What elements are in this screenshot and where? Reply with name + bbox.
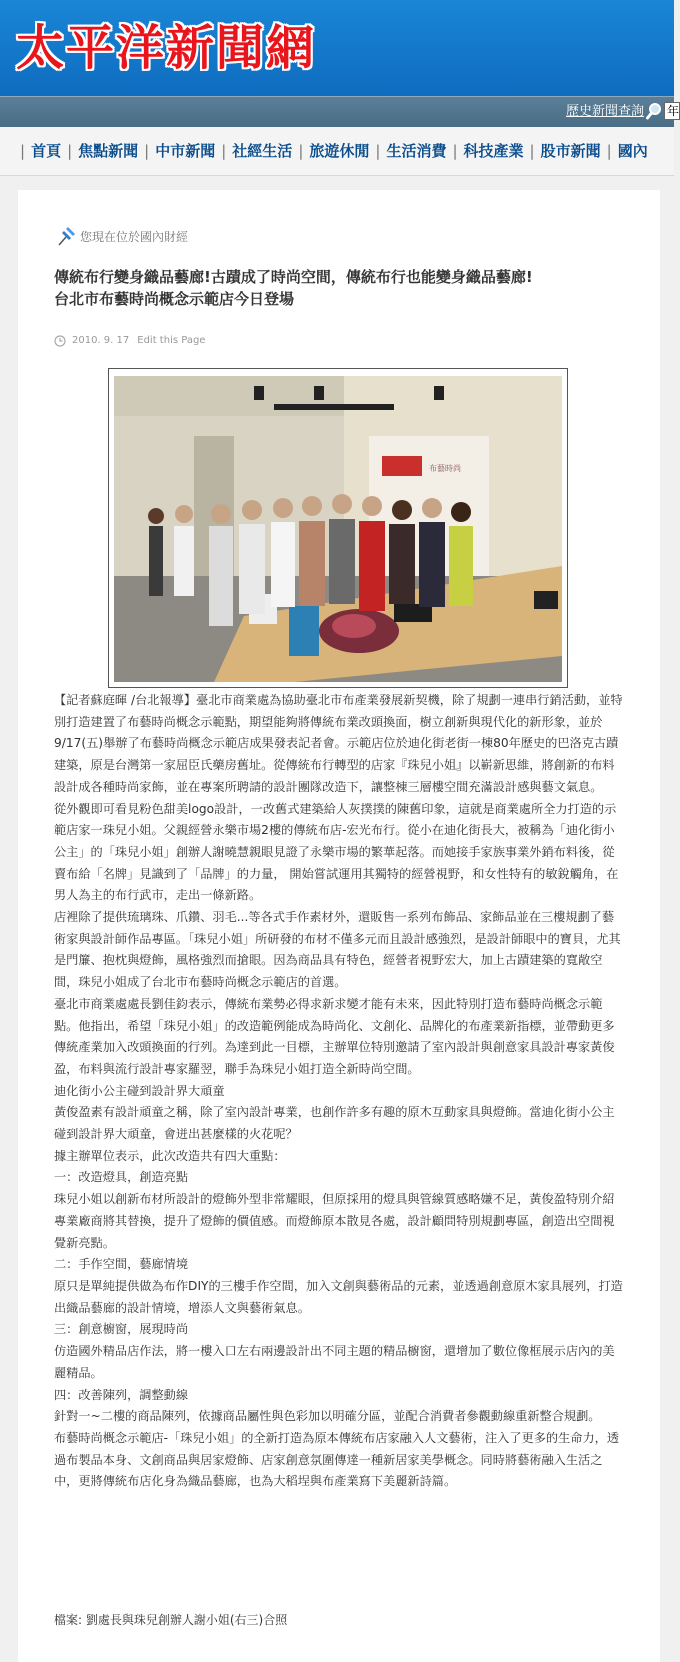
- article-paragraph: 從外觀即可看見粉色甜美logo設計，一改舊式建築給人灰撲撲的陳舊印象，這就是商業處所全力打造的示範店家一珠兒小姐。父親經營永樂市場2樓的傳統布店-宏光布行。從小在迪化街長大，被稱為「迪化街小公主」的「珠兒小姐」創辦人謝曉慧親眼見證了永樂市場的繁華起落。而她接手家族事業外銷布料後，從賣布給「名牌」見識到了「品牌」的力量， 開始嘗試運用其獨特的經營視野，和女性特有的敏銳觸角，在男人為主的布行武市，走出一條新路。: [54, 801, 619, 903]
- article-paragraph: 原只是單純提供做為布作DIY的三樓手作空間，加入文創與藝術品的元素，並透過創意原木家具展列，打造出織品藝廊的設計情境，增添人文與藝術氣息。: [54, 1278, 623, 1315]
- article-subheading: 三：創意櫥窗，展現時尚: [54, 1322, 189, 1337]
- nav-item-stock[interactable]: 股市新聞: [540, 142, 601, 160]
- article-photo: [108, 368, 568, 688]
- nav-separator: |: [375, 142, 381, 160]
- article-paragraph: 黃俊盈素有設計頑童之稱，除了室內設計專業，也創作許多有趣的原木互動家具與燈飾。當迪化街小公主碰到設計界大頑童，會迸出甚麼樣的火花呢？: [54, 1105, 615, 1142]
- article-subheading: 一：改造燈具，創造亮點: [54, 1170, 189, 1185]
- article-paragraph: 【記者蘇庭暉 /台北報導】臺北市商業處為協助臺北市布產業發展新契機，除了規劃一連串行銷活動，並特別打造建置了布藝時尚概念示範點，期望能夠將傳統布業改頭換面，樹立創新與現代化的新形象，並於9/17(五)舉辦了布藝時尚概念示範店成果發表記者會。示範店位於迪化街老街一棟80年歷史的巴洛克古蹟建築，原是台灣第一家屈臣氏藥房舊址。從傳統布行轉型的店家『珠兒小姐』以嶄新思維，將創新的布料設計成各種時尚家飾，並在專案所聘請的設計團隊改造下，讓整棟三層樓空間充滿設計感與藝文氣息。: [54, 693, 623, 794]
- nav-separator: |: [221, 142, 227, 160]
- nav-item-focus-news[interactable]: 焦點新聞: [78, 142, 139, 160]
- article-paragraph: 仿造國外精品店作法，將一樓入口左右兩邊設計出不同主題的精品櫥窗，還增加了數位像框展示店內的美麗精品。: [54, 1344, 615, 1380]
- article-title: [54, 266, 634, 310]
- article-subheading: 二：手作空間，藝廊情境: [54, 1257, 189, 1272]
- article-body: [54, 690, 626, 1493]
- history-search-link[interactable]: 歷史新聞查詢: [565, 104, 644, 119]
- article-card: [18, 190, 660, 1662]
- nav-separator: |: [144, 142, 150, 160]
- pushpin-icon: [56, 226, 76, 248]
- site-header: [0, 0, 674, 96]
- nav-separator: |: [298, 142, 304, 160]
- title-line-1: 傳統布行變身織品藝廊!古蹟成了時尚空間，傳統布行也能變身織品藝廊!: [54, 268, 533, 286]
- nav-separator: |: [529, 142, 535, 160]
- site-logo[interactable]: 太平洋新聞網: [16, 20, 317, 76]
- nav-item-travel[interactable]: 旅遊休閒: [309, 142, 370, 160]
- nav-item-consumer[interactable]: 生活消費: [386, 142, 447, 160]
- nav-item-city-news[interactable]: 中市新聞: [155, 142, 216, 160]
- article-paragraph: 布藝時尚概念示範店-「珠兒小姐」的全新打造為原本傳統布店家融入人文藝術，注入了更多的生命力，透過布製品本身、文創商品與居家燈飾、店家創意氛圍傳達一種新居家美學概念。同時將藝術融入生活之中，更將傳統布店化身為織品藝廊，也為大稻埕與布產業寫下美麗新詩篇。: [54, 1430, 620, 1489]
- article-paragraph: 針對一~二樓的商品陳列，依據商品屬性與色彩加以明確分區，並配合消費者參觀動線重新整合規劃。: [54, 1409, 601, 1424]
- article-date: 2010. 9. 17: [72, 335, 130, 346]
- photo-caption: 檔案: 劉處長與珠兒創辦人謝小姐(右三)合照: [54, 1613, 288, 1627]
- title-line-2: 台北市布藝時尚概念示範店今日登場: [54, 290, 295, 308]
- article-meta: [54, 332, 205, 350]
- article-subheading: 迪化街小公主碰到設計界大頑童: [54, 1083, 225, 1098]
- search-icon[interactable]: [646, 102, 662, 120]
- nav-item-tech[interactable]: 科技產業: [463, 142, 524, 160]
- nav-separator: |: [67, 142, 73, 160]
- search-input[interactable]: 年: [664, 102, 680, 120]
- svg-text:布藝時尚: 布藝時尚: [429, 464, 461, 473]
- nav-item-domestic[interactable]: 國內: [617, 142, 648, 160]
- edit-page-link[interactable]: Edit this Page: [137, 335, 206, 346]
- nav-separator: |: [452, 142, 458, 160]
- main-nav: [0, 127, 674, 176]
- breadcrumb-text: 您現在位於國內財經: [80, 230, 189, 244]
- utility-bar: [0, 96, 680, 127]
- article-paragraph: 店裡除了提供琉璃珠、爪鑽、羽毛...等各式手作素材外，還販售一系列布飾品、家飾品並在三樓規劃了藝術家與設計師作品專區。「珠兒小姐」所研發的布材不僅多元而且設計感強烈，是設計師眼中的寶貝，尤其是門簾、抱枕與燈飾，風格強烈而搶眼。因為商品具有特色，經營者視野宏大，加上古蹟建築的寬敞空間，珠兒小姐成了台北市布藝時尚概念示範店的首選。: [54, 910, 621, 990]
- clock-icon: [54, 335, 66, 347]
- nav-item-economy-life[interactable]: 社經生活: [232, 142, 293, 160]
- article-paragraph: 珠兒小姐以創新布材所設計的燈飾外型非常耀眼，但原採用的燈具與管線質感略嫌不足，黃俊盈特別介紹專業廠商將其替換，提升了燈飾的價值感。而燈飾原本散見各處，設計顧問特別規劃專區，創造出空間視覺新亮點。: [54, 1192, 615, 1250]
- article-paragraph: 臺北市商業處處長劉佳鈞表示，傳統布業勢必得求新求變才能有未來，因此特別打造布藝時尚概念示範點。他指出，希望「珠兒小姐」的改造範例能成為時尚化、文創化、品牌化的布產業新指標，並帶動更多傳統產業加入改頭換面的行列。為達到此一目標，主辦單位特別邀請了室內設計與創意家具設計專家黃俊盈，布料與流行設計專家羅翌，聯手為珠兒小姐打造全新時尚空間。: [54, 996, 615, 1076]
- article-subheading: 四：改善陳列，調整動線: [54, 1387, 189, 1402]
- breadcrumb: [56, 226, 188, 248]
- photo-group-image: [114, 376, 562, 682]
- nav-separator: |: [20, 142, 26, 160]
- nav-separator: |: [606, 142, 612, 160]
- nav-item-home[interactable]: 首頁: [31, 142, 62, 160]
- article-paragraph: 據主辦單位表示，此次改造共有四大重點：: [54, 1148, 286, 1163]
